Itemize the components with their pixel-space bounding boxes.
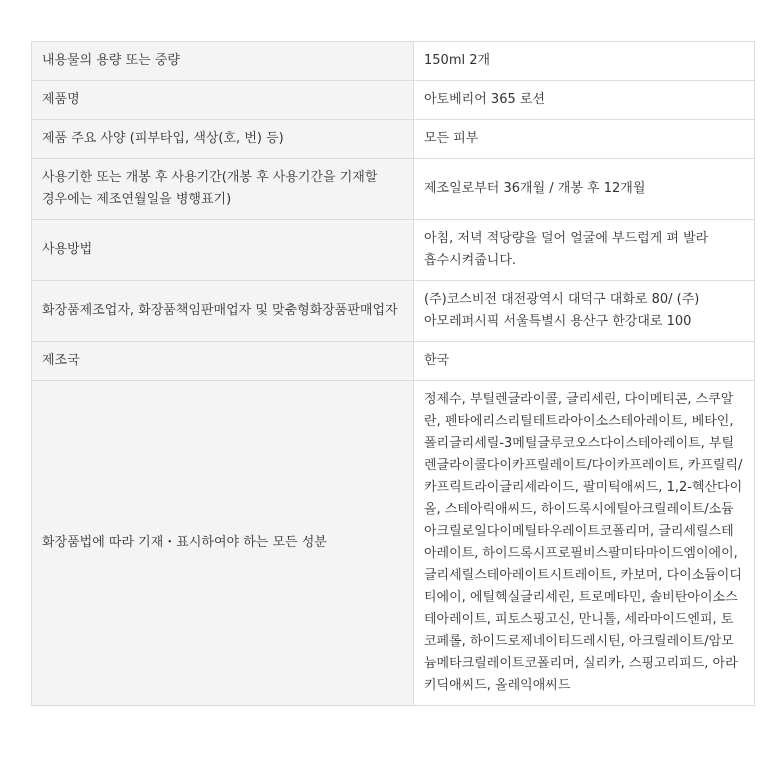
row-value: (주)코스비전 대전광역시 대덕구 대화로 80/ (주)아모레퍼시픽 서울특별시 용산구 한강대로 100 — [414, 281, 755, 342]
row-label: 화장품제조업자, 화장품책임판매업자 및 맞춤형화장품판매업자 — [32, 281, 414, 342]
table-row-country — [32, 342, 755, 381]
row-label: 화장품법에 따라 기재・표시하여야 하는 모든 성분 — [32, 381, 414, 706]
row-value: 제조일로부터 36개월 / 개봉 후 12개월 — [414, 159, 755, 220]
row-value: 아토베리어 365 로션 — [414, 81, 755, 120]
table-row-volume — [32, 42, 755, 81]
table-row-expiry — [32, 159, 755, 220]
row-label: 제조국 — [32, 342, 414, 381]
row-value: 150ml 2개 — [414, 42, 755, 81]
product-info-table — [31, 41, 755, 706]
table-row-product-name — [32, 81, 755, 120]
table-row-spec — [32, 120, 755, 159]
table-row-usage — [32, 220, 755, 281]
row-label: 제품 주요 사양 (피부타입, 색상(호, 번) 등) — [32, 120, 414, 159]
row-label: 제품명 — [32, 81, 414, 120]
row-label: 사용기한 또는 개봉 후 사용기간(개봉 후 사용기간을 기재할 경우에는 제조연월일을 병행표기) — [32, 159, 414, 220]
table-row-manufacturer — [32, 281, 755, 342]
row-label: 내용물의 용량 또는 중량 — [32, 42, 414, 81]
table-row-ingredients — [32, 381, 755, 706]
row-value: 모든 피부 — [414, 120, 755, 159]
row-label: 사용방법 — [32, 220, 414, 281]
row-value: 아침, 저녁 적당량을 덜어 얼굴에 부드럽게 펴 발라 흡수시켜줍니다. — [414, 220, 755, 281]
row-value: 한국 — [414, 342, 755, 381]
row-value: 정제수, 부틸렌글라이콜, 글리세린, 다이메티콘, 스쿠알란, 펜타에리스리틸테트라아이소스테아레이트, 베타인, 폴리글리세릴-3메틸글루코오스다이스테아레이트, 부틸렌글라이콜다이카프릴레이트/다이카프레이트, 카프릴릭/카프릭트라이글리세라이드, 팔미틱애씨드, 1,2-헥산다이올, 스테아릭애씨드, 하이드록시에틸아크릴레이트/소듐아크릴로일다이메틸타우레이트코폴리머, 글리세릴스테아레이트, 하이드록시프로필비스팔미타마이드엠이에이, 글리세릴스테아레이트시트레이트, 카보머, 다이소듐이디티에이, 에틸헥실글리세린, 트로메타민, 솔비탄아이소스테아레이트, 피토스핑고신, 만니톨, 세라마이드엔피, 토코페롤, 하이드로제네이티드레시틴, 아크릴레이트/암모늄메타크릴레이트코폴리머, 실리카, 스핑고리피드, 아라키딕애씨드, 올레익애씨드 — [414, 381, 755, 706]
